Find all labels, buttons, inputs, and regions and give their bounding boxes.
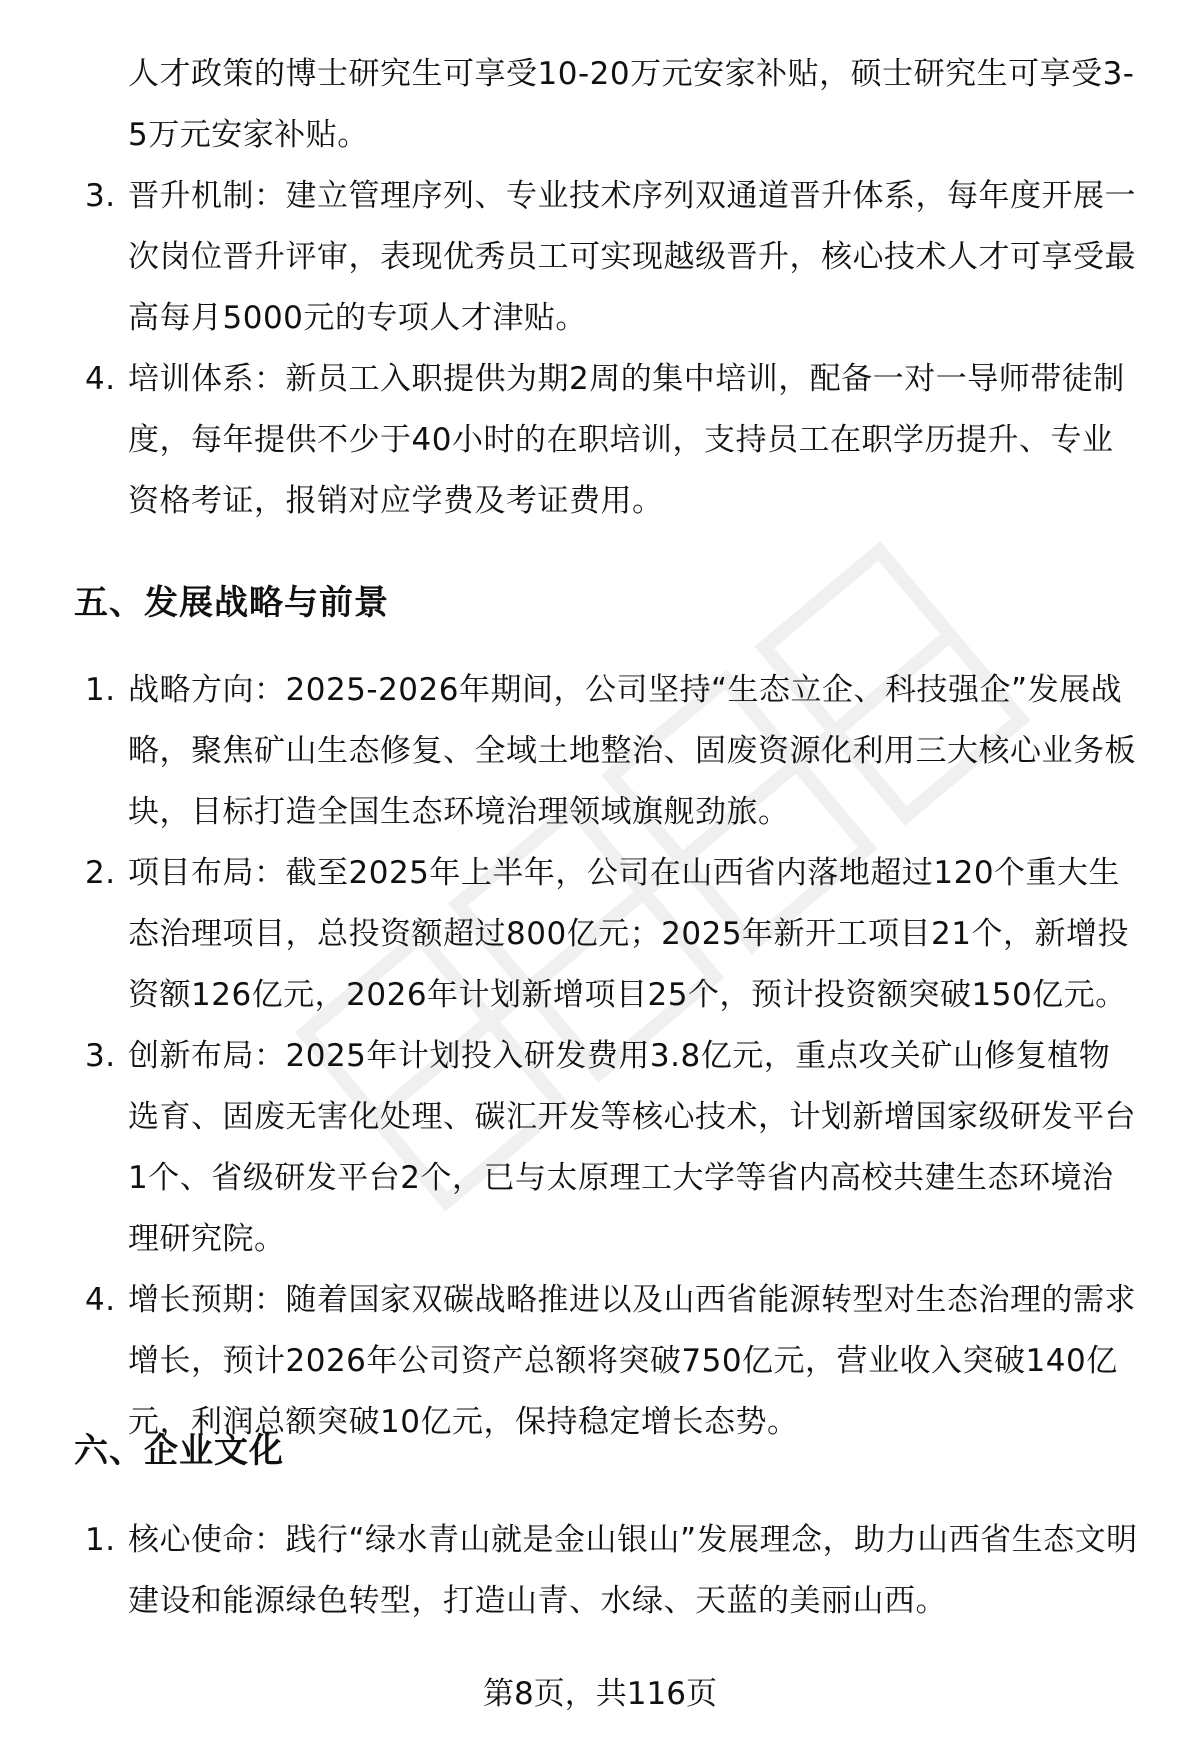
list-item [0, 1510, 1200, 1632]
item-text: 创新布局：2025年计划投入研发费用3.8亿元，重点攻关矿山修复植物选育、固废无害化处理、碳汇开发等核心技术，计划新增国家级研发平台1个、省级研发平台2个，已与太原理工大学等省内高校共建生态环境治理研究院。 [128, 1038, 1136, 1257]
item-text: 战略方向：2025-2026年期间，公司坚持“生态立企、科技强企”发展战略，聚焦矿山生态修复、全域土地整治、固废资源化利用三大核心业务板块，目标打造全国生态环境治理领域旗舰劲旅。 [128, 672, 1136, 830]
item-text: 培训体系：新员工入职提供为期2周的集中培训，配备一对一导师带徒制度，每年提供不少于40小时的在职培训，支持员工在职学历提升、专业资格考证，报销对应学费及考证费用。 [128, 361, 1125, 519]
item-text: 核心使命：践行“绿水青山就是金山银山”发展理念，助力山西省生态文明建设和能源绿色转型，打造山青、水绿、天蓝的美丽山西。 [128, 1522, 1138, 1619]
item-number: 3. [85, 178, 116, 214]
item-text: 项目布局：截至2025年上半年，公司在山西省内落地超过120个重大生态治理项目，总投资额超过800亿元；2025年新开工项目21个，新增投资额126亿元，2026年计划新增项目25个，预计投资额突破150亿元。 [128, 855, 1130, 1013]
section-title-strategy: 五、发展战略与前景 [74, 583, 389, 623]
list-item [0, 843, 1200, 1026]
item-number: 1. [85, 672, 116, 708]
item-number: 1. [85, 1522, 116, 1558]
culture-list [0, 1510, 1200, 1632]
list-item [0, 660, 1200, 843]
list-item [0, 1026, 1200, 1270]
item-number: 3. [85, 1038, 116, 1074]
page-footer: 第8页，共116页 [483, 1676, 717, 1712]
continuation-text: 人才政策的博士研究生可享受10-20万元安家补贴，硕士研究生可享受3-5万元安家补贴。 [128, 56, 1135, 153]
item-number: 4. [85, 361, 116, 397]
list-item [0, 349, 1200, 532]
item-text: 晋升机制：建立管理序列、专业技术序列双通道晋升体系，每年度开展一次岗位晋升评审，表现优秀员工可实现越级晋升，核心技术人才可享受最高每月5000元的专项人才津贴。 [128, 178, 1136, 336]
item-number: 2. [85, 855, 116, 891]
item-text: 增长预期：随着国家双碳战略推进以及山西省能源转型对生态治理的需求增长，预计2026年公司资产总额将突破750亿元，营业收入突破140亿元，利润总额突破10亿元，保持稳定增长态势。 [128, 1282, 1136, 1440]
talent-list [0, 166, 1200, 532]
strategy-list [0, 660, 1200, 1453]
item-number: 4. [85, 1282, 116, 1318]
list-item [0, 166, 1200, 349]
section-title-culture: 六、企业文化 [74, 1431, 284, 1471]
